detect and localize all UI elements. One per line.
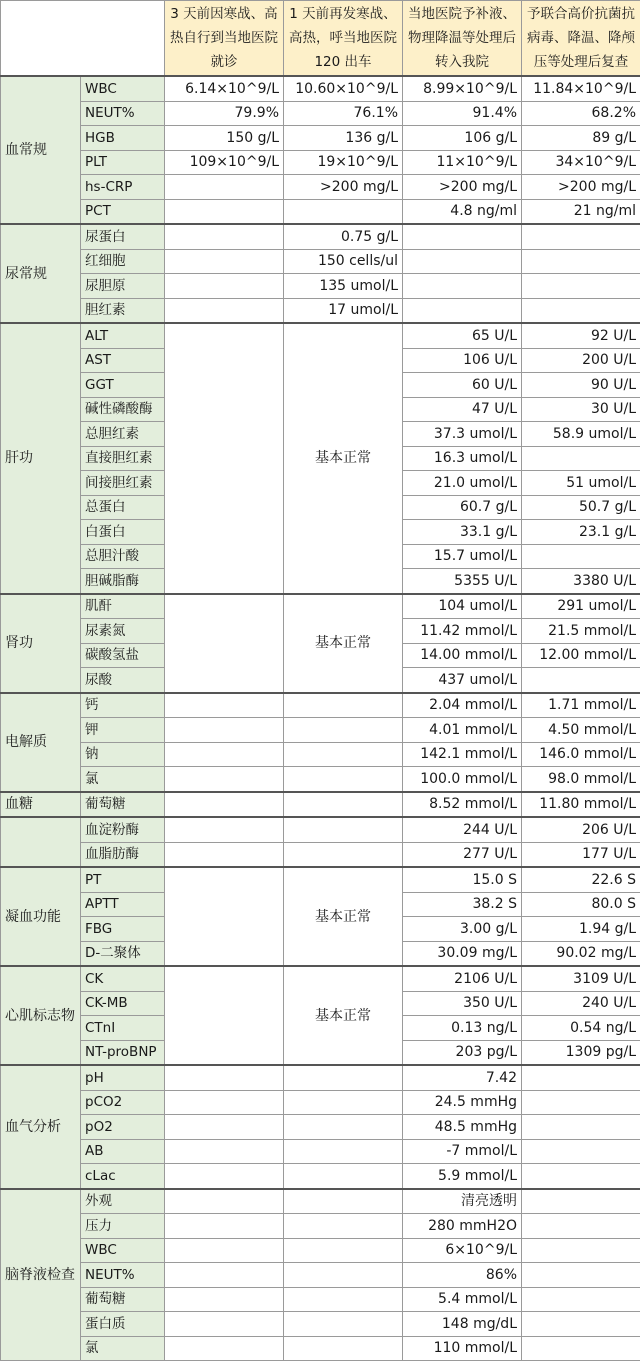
value-col4: 22.6 S <box>522 867 640 892</box>
item-name: 尿素氮 <box>81 619 165 644</box>
value-col4: 1.94 g/L <box>522 917 640 942</box>
value-col1 <box>165 1238 284 1263</box>
value-col4: 21 ng/ml <box>522 199 640 224</box>
value-col4: 50.7 g/L <box>522 495 640 520</box>
category-urine: 尿常规 <box>1 224 81 323</box>
value-col1 <box>165 792 284 818</box>
item-name: WBC <box>81 1238 165 1263</box>
value-col1 <box>165 1090 284 1115</box>
value-col2 <box>284 1336 403 1361</box>
value-col3: 437 umol/L <box>403 668 522 693</box>
value-col4: 12.00 mmol/L <box>522 643 640 668</box>
table-row <box>1 742 640 767</box>
item-name: 钾 <box>81 718 165 743</box>
value-col2 <box>284 1214 403 1239</box>
item-name: 尿胆原 <box>81 274 165 299</box>
item-name: NEUT% <box>81 101 165 126</box>
value-col4 <box>522 1336 640 1361</box>
value-col2 <box>284 842 403 867</box>
value-col1 <box>165 1214 284 1239</box>
table-row <box>1 224 640 249</box>
value-col1 <box>165 199 284 224</box>
table-row <box>1 274 640 299</box>
value-col2 <box>284 199 403 224</box>
value-col3: 244 U/L <box>403 817 522 842</box>
table-row <box>1 1065 640 1090</box>
table-row <box>1 150 640 175</box>
value-col4: 34×10^9/L <box>522 150 640 175</box>
item-name: PLT <box>81 150 165 175</box>
value-col1: 109×10^9/L <box>165 150 284 175</box>
value-col4: >200 mg/L <box>522 175 640 200</box>
item-name: 直接胆红素 <box>81 446 165 471</box>
table-row <box>1 1336 640 1361</box>
value-col2: 76.1% <box>284 101 403 126</box>
item-name: 葡萄糖 <box>81 1287 165 1312</box>
item-name: 白蛋白 <box>81 520 165 545</box>
value-col2: 17 umol/L <box>284 298 403 323</box>
value-col3: 48.5 mmHg <box>403 1115 522 1140</box>
value-col2: 150 cells/ul <box>284 249 403 274</box>
value-col4: 200 U/L <box>522 348 640 373</box>
item-name: 外观 <box>81 1189 165 1214</box>
value-col2: >200 mg/L <box>284 175 403 200</box>
value-col4: 0.54 ng/L <box>522 1016 640 1041</box>
column-header-4: 予联合高价抗菌抗病毒、降温、降颅压等处理后复查 <box>522 1 640 77</box>
value-col4 <box>522 1164 640 1189</box>
table-row <box>1 298 640 323</box>
value-col3: 65 U/L <box>403 323 522 348</box>
value-col4 <box>522 668 640 693</box>
table-row <box>1 867 640 892</box>
value-col1 <box>165 767 284 792</box>
value-col3: 8.99×10^9/L <box>403 76 522 101</box>
header-row <box>1 1 640 77</box>
value-col3: 5.4 mmol/L <box>403 1287 522 1312</box>
table-row <box>1 817 640 842</box>
value-col4 <box>522 1238 640 1263</box>
item-name: 血淀粉酶 <box>81 817 165 842</box>
value-col2 <box>284 742 403 767</box>
value-col1 <box>165 1287 284 1312</box>
table-row <box>1 1164 640 1189</box>
value-col3: 148 mg/dL <box>403 1312 522 1337</box>
item-name: 尿酸 <box>81 668 165 693</box>
value-col4: 90 U/L <box>522 373 640 398</box>
item-name: GGT <box>81 373 165 398</box>
value-col3: 8.52 mmol/L <box>403 792 522 818</box>
value-col4 <box>522 298 640 323</box>
table-row <box>1 1287 640 1312</box>
value-col2 <box>284 1263 403 1288</box>
value-col2 <box>284 792 403 818</box>
value-col3: 24.5 mmHg <box>403 1090 522 1115</box>
value-col2 <box>284 1065 403 1090</box>
value-col3: 142.1 mmol/L <box>403 742 522 767</box>
value-col4 <box>522 1139 640 1164</box>
value-col4 <box>522 1214 640 1239</box>
value-col2 <box>284 767 403 792</box>
value-col3: 3.00 g/L <box>403 917 522 942</box>
value-col3: 106 U/L <box>403 348 522 373</box>
item-name: CK <box>81 966 165 991</box>
item-name: 压力 <box>81 1214 165 1239</box>
item-name: ALT <box>81 323 165 348</box>
item-name: NT-proBNP <box>81 1040 165 1065</box>
value-col2: 0.75 g/L <box>284 224 403 249</box>
value-col3: 33.1 g/L <box>403 520 522 545</box>
value-col3: 清亮透明 <box>403 1189 522 1214</box>
value-col3: 203 pg/L <box>403 1040 522 1065</box>
value-col2 <box>284 1189 403 1214</box>
value-col4: 80.0 S <box>522 892 640 917</box>
value-col4: 4.50 mmol/L <box>522 718 640 743</box>
item-name: 碱性磷酸酶 <box>81 397 165 422</box>
value-col4 <box>522 1287 640 1312</box>
value-col3 <box>403 298 522 323</box>
item-name: 总胆汁酸 <box>81 544 165 569</box>
item-name: 间接胆红素 <box>81 471 165 496</box>
value-col3: 110 mmol/L <box>403 1336 522 1361</box>
item-name: hs-CRP <box>81 175 165 200</box>
value-col4: 90.02 mg/L <box>522 941 640 966</box>
table-row <box>1 594 640 619</box>
value-col1 <box>165 249 284 274</box>
value-col1: 150 g/L <box>165 126 284 151</box>
item-name: CTnI <box>81 1016 165 1041</box>
item-name: NEUT% <box>81 1263 165 1288</box>
value-col4: 206 U/L <box>522 817 640 842</box>
table-row <box>1 1214 640 1239</box>
value-col3: 350 U/L <box>403 991 522 1016</box>
column-header-1: 3 天前因寒战、高热自行到当地医院就诊 <box>165 1 284 77</box>
value-col3: 15.7 umol/L <box>403 544 522 569</box>
value-col3: 2.04 mmol/L <box>403 693 522 718</box>
item-name: APTT <box>81 892 165 917</box>
value-col4: 291 umol/L <box>522 594 640 619</box>
value-col3: 38.2 S <box>403 892 522 917</box>
value-col3 <box>403 249 522 274</box>
value-col3: 277 U/L <box>403 842 522 867</box>
value-col4 <box>522 446 640 471</box>
value-col3: 5.9 mmol/L <box>403 1164 522 1189</box>
value-col2 <box>284 817 403 842</box>
column-header-3: 当地医院予补液、物理降温等处理后转入我院 <box>403 1 522 77</box>
value-col4 <box>522 274 640 299</box>
value-col1 <box>165 1164 284 1189</box>
category-blood: 血常规 <box>1 76 81 224</box>
value-col4: 23.1 g/L <box>522 520 640 545</box>
table-row <box>1 323 640 348</box>
value-col4: 3380 U/L <box>522 569 640 594</box>
category-bloodgas: 血气分析 <box>1 1065 81 1189</box>
item-name: 总蛋白 <box>81 495 165 520</box>
value-col4: 98.0 mmol/L <box>522 767 640 792</box>
value-col1 <box>165 867 284 966</box>
value-col2 <box>284 1090 403 1115</box>
value-col4: 177 U/L <box>522 842 640 867</box>
item-name: 钠 <box>81 742 165 767</box>
value-col2: 136 g/L <box>284 126 403 151</box>
item-name: 胆红素 <box>81 298 165 323</box>
item-name: FBG <box>81 917 165 942</box>
value-col4: 240 U/L <box>522 991 640 1016</box>
item-name: 葡萄糖 <box>81 792 165 818</box>
value-col1 <box>165 1312 284 1337</box>
table-row <box>1 1238 640 1263</box>
value-col2: 135 umol/L <box>284 274 403 299</box>
item-name: 尿蛋白 <box>81 224 165 249</box>
table-row <box>1 1090 640 1115</box>
value-col3: 15.0 S <box>403 867 522 892</box>
normal-note: 基本正常 <box>284 966 403 1065</box>
value-col4: 58.9 umol/L <box>522 422 640 447</box>
value-col3: 4.01 mmol/L <box>403 718 522 743</box>
value-col3: 47 U/L <box>403 397 522 422</box>
value-col3: 4.8 ng/ml <box>403 199 522 224</box>
value-col1 <box>165 693 284 718</box>
value-col3: 104 umol/L <box>403 594 522 619</box>
value-col4 <box>522 1189 640 1214</box>
value-col3: 5355 U/L <box>403 569 522 594</box>
value-col3: 106 g/L <box>403 126 522 151</box>
table-row <box>1 199 640 224</box>
category-liver: 肝功 <box>1 323 81 594</box>
item-name: 钙 <box>81 693 165 718</box>
item-name: pCO2 <box>81 1090 165 1115</box>
table-body <box>1 76 640 1361</box>
value-col1 <box>165 718 284 743</box>
value-col4: 1309 pg/L <box>522 1040 640 1065</box>
item-name: 碳酸氢盐 <box>81 643 165 668</box>
table-row <box>1 693 640 718</box>
category-glucose: 血糖 <box>1 792 81 818</box>
table-row <box>1 792 640 818</box>
table-row <box>1 1189 640 1214</box>
value-col1 <box>165 1189 284 1214</box>
table-row <box>1 101 640 126</box>
item-name: AB <box>81 1139 165 1164</box>
value-col1 <box>165 298 284 323</box>
table-row <box>1 718 640 743</box>
value-col4 <box>522 1115 640 1140</box>
value-col3: 21.0 umol/L <box>403 471 522 496</box>
value-col4: 68.2% <box>522 101 640 126</box>
item-name: HGB <box>81 126 165 151</box>
table-row <box>1 76 640 101</box>
value-col3: 60 U/L <box>403 373 522 398</box>
normal-note: 基本正常 <box>284 867 403 966</box>
item-name: D-二聚体 <box>81 941 165 966</box>
value-col1 <box>165 1263 284 1288</box>
value-col1 <box>165 594 284 693</box>
item-name: 红细胞 <box>81 249 165 274</box>
table-row <box>1 1139 640 1164</box>
value-col2 <box>284 1139 403 1164</box>
value-col1 <box>165 1139 284 1164</box>
value-col3: 280 mmH2O <box>403 1214 522 1239</box>
value-col4: 89 g/L <box>522 126 640 151</box>
table-row <box>1 842 640 867</box>
table-row <box>1 966 640 991</box>
value-col1 <box>165 323 284 594</box>
category-enzymes <box>1 817 81 867</box>
value-col2 <box>284 1238 403 1263</box>
table-row <box>1 1115 640 1140</box>
item-name: 氯 <box>81 1336 165 1361</box>
value-col3: 6×10^9/L <box>403 1238 522 1263</box>
value-col3: 11×10^9/L <box>403 150 522 175</box>
table-row <box>1 767 640 792</box>
table-row <box>1 126 640 151</box>
value-col4: 21.5 mmol/L <box>522 619 640 644</box>
header-corner-cell <box>1 1 165 77</box>
table-row <box>1 249 640 274</box>
category-cardiac: 心肌标志物 <box>1 966 81 1065</box>
value-col1 <box>165 175 284 200</box>
value-col3: 37.3 umol/L <box>403 422 522 447</box>
value-col1 <box>165 224 284 249</box>
value-col3: 16.3 umol/L <box>403 446 522 471</box>
value-col3: 0.13 ng/L <box>403 1016 522 1041</box>
value-col3: 100.0 mmol/L <box>403 767 522 792</box>
value-col4: 92 U/L <box>522 323 640 348</box>
value-col3 <box>403 224 522 249</box>
value-col3: 91.4% <box>403 101 522 126</box>
value-col3: 86% <box>403 1263 522 1288</box>
value-col3: 7.42 <box>403 1065 522 1090</box>
value-col2 <box>284 1312 403 1337</box>
value-col3: 2106 U/L <box>403 966 522 991</box>
item-name: 蛋白质 <box>81 1312 165 1337</box>
item-name: 总胆红素 <box>81 422 165 447</box>
item-name: 氯 <box>81 767 165 792</box>
value-col4: 146.0 mmol/L <box>522 742 640 767</box>
value-col4: 11.84×10^9/L <box>522 76 640 101</box>
value-col3: >200 mg/L <box>403 175 522 200</box>
category-kidney: 肾功 <box>1 594 81 693</box>
value-col4 <box>522 1263 640 1288</box>
value-col1 <box>165 842 284 867</box>
value-col1 <box>165 274 284 299</box>
item-name: PT <box>81 867 165 892</box>
value-col1 <box>165 966 284 1065</box>
value-col4: 11.80 mmol/L <box>522 792 640 818</box>
value-col2 <box>284 1164 403 1189</box>
value-col4: 51 umol/L <box>522 471 640 496</box>
item-name: WBC <box>81 76 165 101</box>
value-col2: 19×10^9/L <box>284 150 403 175</box>
normal-note: 基本正常 <box>284 594 403 693</box>
item-name: CK-MB <box>81 991 165 1016</box>
value-col2 <box>284 718 403 743</box>
value-col1 <box>165 1336 284 1361</box>
value-col1: 6.14×10^9/L <box>165 76 284 101</box>
value-col1 <box>165 1115 284 1140</box>
value-col3 <box>403 274 522 299</box>
value-col4 <box>522 249 640 274</box>
item-name: 肌酐 <box>81 594 165 619</box>
value-col4: 3109 U/L <box>522 966 640 991</box>
value-col1 <box>165 742 284 767</box>
value-col1 <box>165 1065 284 1090</box>
value-col2 <box>284 693 403 718</box>
value-col4 <box>522 1065 640 1090</box>
value-col3: 60.7 g/L <box>403 495 522 520</box>
value-col3: 14.00 mmol/L <box>403 643 522 668</box>
value-col3: 30.09 mg/L <box>403 941 522 966</box>
item-name: AST <box>81 348 165 373</box>
value-col2: 10.60×10^9/L <box>284 76 403 101</box>
value-col2 <box>284 1287 403 1312</box>
item-name: pO2 <box>81 1115 165 1140</box>
table-row <box>1 1312 640 1337</box>
value-col1 <box>165 817 284 842</box>
item-name: cLac <box>81 1164 165 1189</box>
value-col4 <box>522 1090 640 1115</box>
table-row <box>1 1263 640 1288</box>
normal-note: 基本正常 <box>284 323 403 594</box>
value-col3: -7 mmol/L <box>403 1139 522 1164</box>
category-electrolyte: 电解质 <box>1 693 81 792</box>
category-csf: 脑脊液检查 <box>1 1189 81 1361</box>
column-header-2: 1 天前再发寒战、高热，呼当地医院 120 出车 <box>284 1 403 77</box>
item-name: 胆碱脂酶 <box>81 569 165 594</box>
value-col4: 1.71 mmol/L <box>522 693 640 718</box>
item-name: pH <box>81 1065 165 1090</box>
value-col4 <box>522 1312 640 1337</box>
item-name: 血脂肪酶 <box>81 842 165 867</box>
value-col4: 30 U/L <box>522 397 640 422</box>
table-row <box>1 175 640 200</box>
value-col3: 11.42 mmol/L <box>403 619 522 644</box>
category-coag: 凝血功能 <box>1 867 81 966</box>
value-col4 <box>522 544 640 569</box>
value-col4 <box>522 224 640 249</box>
value-col2 <box>284 1115 403 1140</box>
item-name: PCT <box>81 199 165 224</box>
value-col1: 79.9% <box>165 101 284 126</box>
